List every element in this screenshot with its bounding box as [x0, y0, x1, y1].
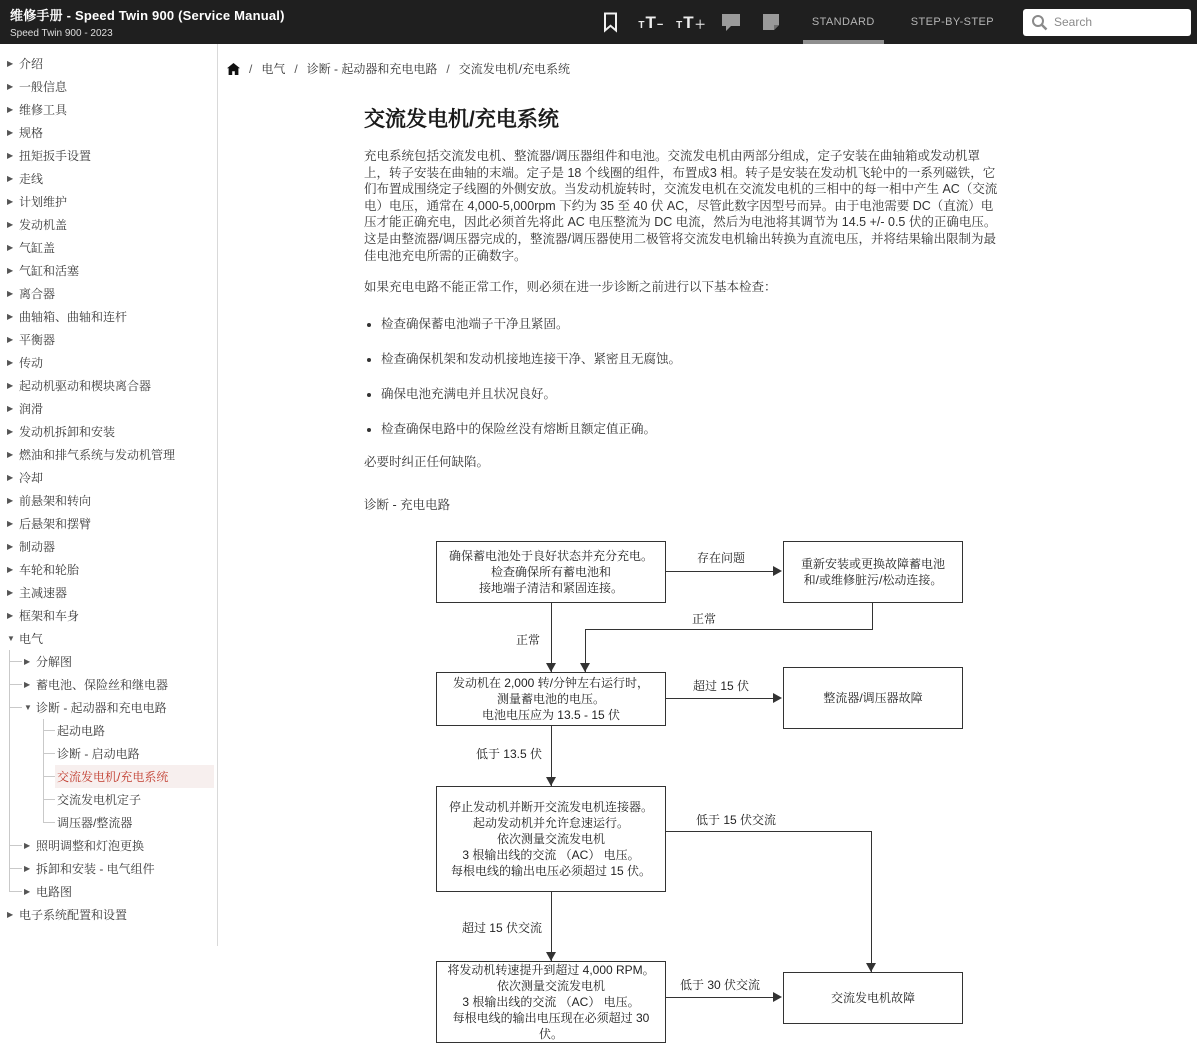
diagram-caption: 诊断 - 充电电路	[364, 498, 451, 513]
bookmark-button[interactable]	[591, 0, 631, 44]
sidebar-item-label: 分解图	[36, 655, 73, 669]
page-title: 交流发电机/充电系统	[364, 108, 559, 131]
chevron-right-icon: ▶	[7, 588, 14, 597]
arrow-right-icon	[773, 992, 782, 1002]
sidebar-item-label: 规格	[19, 126, 44, 140]
search-icon	[1031, 14, 1048, 31]
breadcrumb-separator: /	[446, 61, 450, 76]
sidebar-item-label: 冷却	[19, 471, 44, 485]
list-item: • 检查确保机架和发动机接地连接干净、紧密且无腐蚀。	[381, 349, 1004, 367]
bookmark-icon	[603, 12, 618, 32]
sidebar-item-label: 电气	[19, 632, 44, 646]
breadcrumb-item[interactable]: 交流发电机/充电系统	[458, 62, 571, 76]
chevron-right-icon: ▶	[7, 312, 14, 321]
sidebar-item-label: 交流发电机/充电系统	[55, 765, 214, 788]
chevron-right-icon: ▶	[7, 519, 14, 528]
text-size-increase-button[interactable]	[671, 0, 711, 44]
flowchart-connector	[666, 997, 774, 998]
note-button[interactable]	[751, 0, 791, 44]
chevron-right-icon: ▶	[24, 657, 31, 666]
flowchart-connector	[551, 603, 552, 672]
sidebar-item-label: 制动器	[19, 540, 56, 554]
flowchart-connector	[551, 892, 552, 961]
chevron-right-icon: ▶	[24, 887, 31, 896]
sidebar-item[interactable]	[0, 811, 217, 834]
sidebar-item-diagnosis[interactable]	[0, 696, 217, 719]
chevron-right-icon: ▶	[24, 864, 31, 873]
flowchart-box-measure-voltage: 发动机在 2,000 转/分钟左右运行时， 测量蓄电池的电压。 电池电压应为 13.5 - 15 伏	[436, 672, 666, 726]
tab-standard[interactable]: STANDARD	[797, 0, 890, 44]
list-item: • 确保电池充满电并且状况良好。	[381, 384, 1004, 402]
sidebar-item[interactable]	[0, 420, 217, 443]
sidebar-item[interactable]	[0, 236, 217, 259]
sidebar-item[interactable]	[0, 857, 217, 880]
arrow-right-icon	[773, 693, 782, 703]
flowchart-connector	[666, 698, 774, 699]
flowchart-box-4000rpm-test: 将发动机转速提升到超过 4,000 RPM。 依次测量交流发电机 3 根输出线的交流 （AC） 电压。 每根电线的输出电压现在必须超过 30 伏。	[436, 961, 666, 1043]
sidebar-item[interactable]	[0, 75, 217, 98]
sidebar-item-label: 发动机拆卸和安装	[19, 425, 116, 439]
sidebar-item[interactable]	[0, 190, 217, 213]
flowchart-connector	[666, 571, 774, 572]
search-input[interactable]	[1054, 15, 1183, 29]
flowchart-label-ok: 正常	[691, 612, 716, 627]
chevron-right-icon: ▶	[24, 680, 31, 689]
sidebar-item-label: 维修工具	[19, 103, 68, 117]
chevron-right-icon: ▶	[7, 450, 14, 459]
chevron-right-icon: ▶	[7, 473, 14, 482]
sidebar-item-label: 框架和车身	[19, 609, 80, 623]
app-subtitle: Speed Twin 900 - 2023	[10, 28, 113, 39]
chevron-down-icon: ▼	[24, 703, 32, 712]
sidebar-item[interactable]	[0, 282, 217, 305]
sidebar-item[interactable]	[0, 466, 217, 489]
sidebar-item[interactable]	[0, 351, 217, 374]
sidebar-item[interactable]	[0, 512, 217, 535]
sidebar-item-label: 照明调整和灯泡更换	[36, 839, 145, 853]
sidebar-item[interactable]	[0, 834, 217, 857]
chevron-right-icon: ▶	[7, 105, 14, 114]
sidebar-item-label: 电子系统配置和设置	[19, 908, 128, 922]
comment-button[interactable]	[711, 0, 751, 44]
sidebar-item-label: 交流发电机定子	[57, 793, 142, 807]
sidebar-item[interactable]	[0, 880, 217, 903]
chevron-right-icon: ▶	[7, 174, 14, 183]
text-size-increase-icon: T T ＋	[676, 12, 706, 32]
sidebar-item[interactable]	[0, 397, 217, 420]
chevron-right-icon: ▶	[7, 266, 14, 275]
sidebar-item[interactable]	[0, 650, 217, 673]
flowchart-box-battery-check: 确保蓄电池处于良好状态并充分充电。 检查确保所有蓄电池和 接地端子清洁和紧固连接。	[436, 541, 666, 603]
flowchart-box-alternator-fault: 交流发电机故障	[783, 972, 963, 1024]
sidebar-item-electrical[interactable]	[0, 627, 217, 650]
breadcrumb-separator: /	[249, 61, 253, 76]
list-item: • 检查确保电路中的保险丝没有熔断且额定值正确。	[381, 419, 1004, 437]
sidebar-item-label: 气缸和活塞	[19, 264, 80, 278]
flowchart-label-over15: 超过 15 伏	[692, 679, 750, 694]
sidebar-item-label: 拆卸和安装 - 电气组件	[36, 862, 155, 876]
sidebar-item[interactable]	[0, 489, 217, 512]
sidebar-item-label: 计划维护	[19, 195, 68, 209]
chevron-right-icon: ▶	[7, 404, 14, 413]
flowchart-connector	[872, 603, 873, 630]
sidebar-item-label: 主减速器	[19, 586, 68, 600]
chevron-right-icon: ▶	[7, 128, 14, 137]
breadcrumb-item[interactable]: 诊断 - 起动器和充电电路	[306, 62, 438, 76]
sidebar-item[interactable]	[0, 673, 217, 696]
diagnosis-submenu	[0, 719, 217, 834]
chevron-right-icon: ▶	[7, 289, 14, 298]
arrow-down-icon	[546, 777, 556, 786]
sidebar-item[interactable]	[0, 305, 217, 328]
sidebar-item-label: 诊断 - 起动器和充电电路	[36, 701, 167, 715]
sidebar-item-label: 走线	[19, 172, 44, 186]
comment-icon	[720, 12, 742, 32]
breadcrumb-separator: /	[294, 61, 298, 76]
tab-step-by-step[interactable]: STEP-BY-STEP	[910, 16, 994, 28]
chevron-right-icon: ▶	[7, 910, 14, 919]
sidebar-item[interactable]	[0, 443, 217, 466]
breadcrumb-item[interactable]: 电气	[261, 62, 286, 76]
sidebar-item-label: 离合器	[19, 287, 56, 301]
sidebar-item[interactable]	[0, 121, 217, 144]
arrow-right-icon	[773, 566, 782, 576]
article	[364, 103, 1004, 1042]
chevron-right-icon: ▶	[7, 335, 14, 344]
sidebar-item[interactable]	[0, 259, 217, 282]
sidebar-item[interactable]	[0, 374, 217, 397]
intro-paragraph: 充电系统包括交流发电机、整流器/调压器组件和电池。交流发电机由两部分组成，定子安装在曲轴箱或发动机罩上，转子安装在曲轴的末端。定子是 18 个线圈的组件，布置成3 相。转子是安装在发动机飞轮中的一系列磁铁，它们布置成围绕定子线圈的外侧安放。当发动机旋转时，交流发电机在交流发电机的三相中的每一相中产生 AC（交流电）电压，通常在 4,000-5,000rpm 下约为 35 至 40 伏 AC，尽管此数字因型号而异。由于电池需要 DC（直流）电压才能正确充电，因此必须首先将此 AC 电压整流为 DC 电流，然后为电池将其调节为 14.5 +/- 0.5 伏的正确电压。这是由整流器/调压器完成的，整流器/调压器使用二极管将交流发电机输出转换为直流电压，并将结果输出限制为最佳电池充电所需的正确数字。	[364, 149, 998, 263]
sidebar-item-label: 发动机盖	[19, 218, 68, 232]
sidebar-item-label: 调压器/整流器	[57, 816, 133, 830]
sidebar-item-label: 起动机驱动和楔块离合器	[19, 379, 152, 393]
sidebar-item[interactable]	[0, 328, 217, 351]
sidebar-item[interactable]	[0, 604, 217, 627]
header-toolbar	[591, 0, 1197, 44]
flowchart-label-ok: 正常	[515, 633, 540, 648]
flowchart-box-regulator-fault: 整流器/调压器故障	[783, 667, 963, 729]
sidebar-item-label: 平衡器	[19, 333, 56, 347]
sidebar-item-label: 气缸盖	[19, 241, 56, 255]
sidebar-item[interactable]	[0, 98, 217, 121]
sidebar-item[interactable]	[0, 788, 217, 811]
sidebar-item-label: 介绍	[19, 57, 44, 71]
note-text: 必要时纠正任何缺陷。	[364, 454, 490, 469]
note-icon	[761, 12, 781, 32]
sidebar-item-label: 扭矩扳手设置	[19, 149, 92, 163]
sidebar-item[interactable]	[0, 535, 217, 558]
sidebar-item-label: 一般信息	[19, 80, 68, 94]
sidebar-item-active[interactable]	[0, 765, 217, 788]
text-size-decrease-icon: T T −	[638, 12, 664, 32]
chevron-right-icon: ▶	[7, 611, 14, 620]
breadcrumb	[218, 44, 1197, 77]
flowchart-connector	[666, 831, 872, 832]
chevron-right-icon: ▶	[7, 496, 14, 505]
arrow-down-icon	[866, 963, 876, 972]
header-titles	[0, 5, 285, 39]
sidebar-item-label: 曲轴箱、曲轴和连杆	[19, 310, 128, 324]
flowchart-label-under135: 低于 13.5 伏	[475, 747, 542, 762]
sidebar-nav	[0, 44, 218, 946]
sidebar-item-label: 车轮和轮胎	[19, 563, 80, 577]
chevron-right-icon: ▶	[7, 220, 14, 229]
sidebar-item-label: 蓄电池、保险丝和继电器	[36, 678, 169, 692]
sidebar-item[interactable]	[0, 558, 217, 581]
chevron-right-icon: ▶	[7, 565, 14, 574]
text-size-decrease-button[interactable]	[631, 0, 671, 44]
flowchart-connector	[871, 831, 872, 972]
chevron-right-icon: ▶	[7, 427, 14, 436]
chevron-right-icon: ▶	[24, 841, 31, 850]
check-intro-paragraph: 如果充电电路不能正常工作，则必须在进一步诊断之前进行以下基本检查：	[364, 280, 777, 295]
chevron-down-icon: ▼	[7, 634, 15, 643]
sidebar-item-label: 电路图	[36, 885, 73, 899]
sidebar-item[interactable]	[0, 742, 217, 765]
sidebar-item[interactable]	[0, 52, 217, 75]
flowchart-label-under15ac: 低于 15 伏交流	[695, 813, 777, 828]
sidebar-item[interactable]	[0, 903, 217, 926]
home-icon[interactable]	[227, 63, 240, 75]
flowchart-label-problem: 存在问题	[696, 551, 745, 566]
check-list	[364, 314, 1004, 437]
sidebar-item[interactable]	[0, 213, 217, 236]
app-title: 维修手册 - Speed Twin 900 (Service Manual)	[10, 8, 285, 23]
flowchart-label-over15ac: 超过 15 伏交流	[461, 921, 542, 936]
chevron-right-icon: ▶	[7, 197, 14, 206]
search-box[interactable]	[1023, 9, 1191, 36]
flowchart-box-refit-battery: 重新安装或更换故障蓄电池 和/或维修脏污/松动连接。	[783, 541, 963, 603]
flowchart-label-under30ac: 低于 30 伏交流	[679, 978, 761, 993]
flowchart-box-idle-test: 停止发动机并断开交流发电机连接器。 起动发动机并允许怠速运行。 依次测量交流发电机 3 根输出线的交流 （AC） 电压。 每根电线的输出电压必须超过 15 伏。	[436, 786, 666, 892]
sidebar-item-label: 传动	[19, 356, 44, 370]
sidebar-item[interactable]	[0, 144, 217, 167]
chevron-right-icon: ▶	[7, 358, 14, 367]
arrow-down-icon	[580, 663, 590, 672]
app-header	[0, 0, 1197, 44]
diagnosis-flowchart	[364, 535, 1004, 1042]
electrical-submenu	[0, 650, 217, 903]
sidebar-item-label: 后悬架和摆臂	[19, 517, 92, 531]
sidebar-item-label: 前悬架和转向	[19, 494, 92, 508]
flowchart-connector	[585, 629, 873, 630]
list-item: • 检查确保蓄电池端子干净且紧固。	[381, 314, 1004, 332]
main-content	[218, 44, 1197, 1042]
arrow-down-icon	[546, 952, 556, 961]
sidebar-item-label: 燃油和排气系统与发动机管理	[19, 448, 176, 462]
sidebar-item-label: 润滑	[19, 402, 44, 416]
sidebar-item[interactable]	[0, 581, 217, 604]
sidebar-item-label: 起动电路	[57, 724, 106, 738]
chevron-right-icon: ▶	[7, 542, 14, 551]
chevron-right-icon: ▶	[7, 381, 14, 390]
arrow-down-icon	[546, 663, 556, 672]
chevron-right-icon: ▶	[7, 59, 14, 68]
sidebar-item[interactable]	[0, 719, 217, 742]
chevron-right-icon: ▶	[7, 151, 14, 160]
sidebar-item-label: 诊断 - 启动电路	[57, 747, 140, 761]
chevron-right-icon: ▶	[7, 82, 14, 91]
sidebar-item[interactable]	[0, 167, 217, 190]
chevron-right-icon: ▶	[7, 243, 14, 252]
